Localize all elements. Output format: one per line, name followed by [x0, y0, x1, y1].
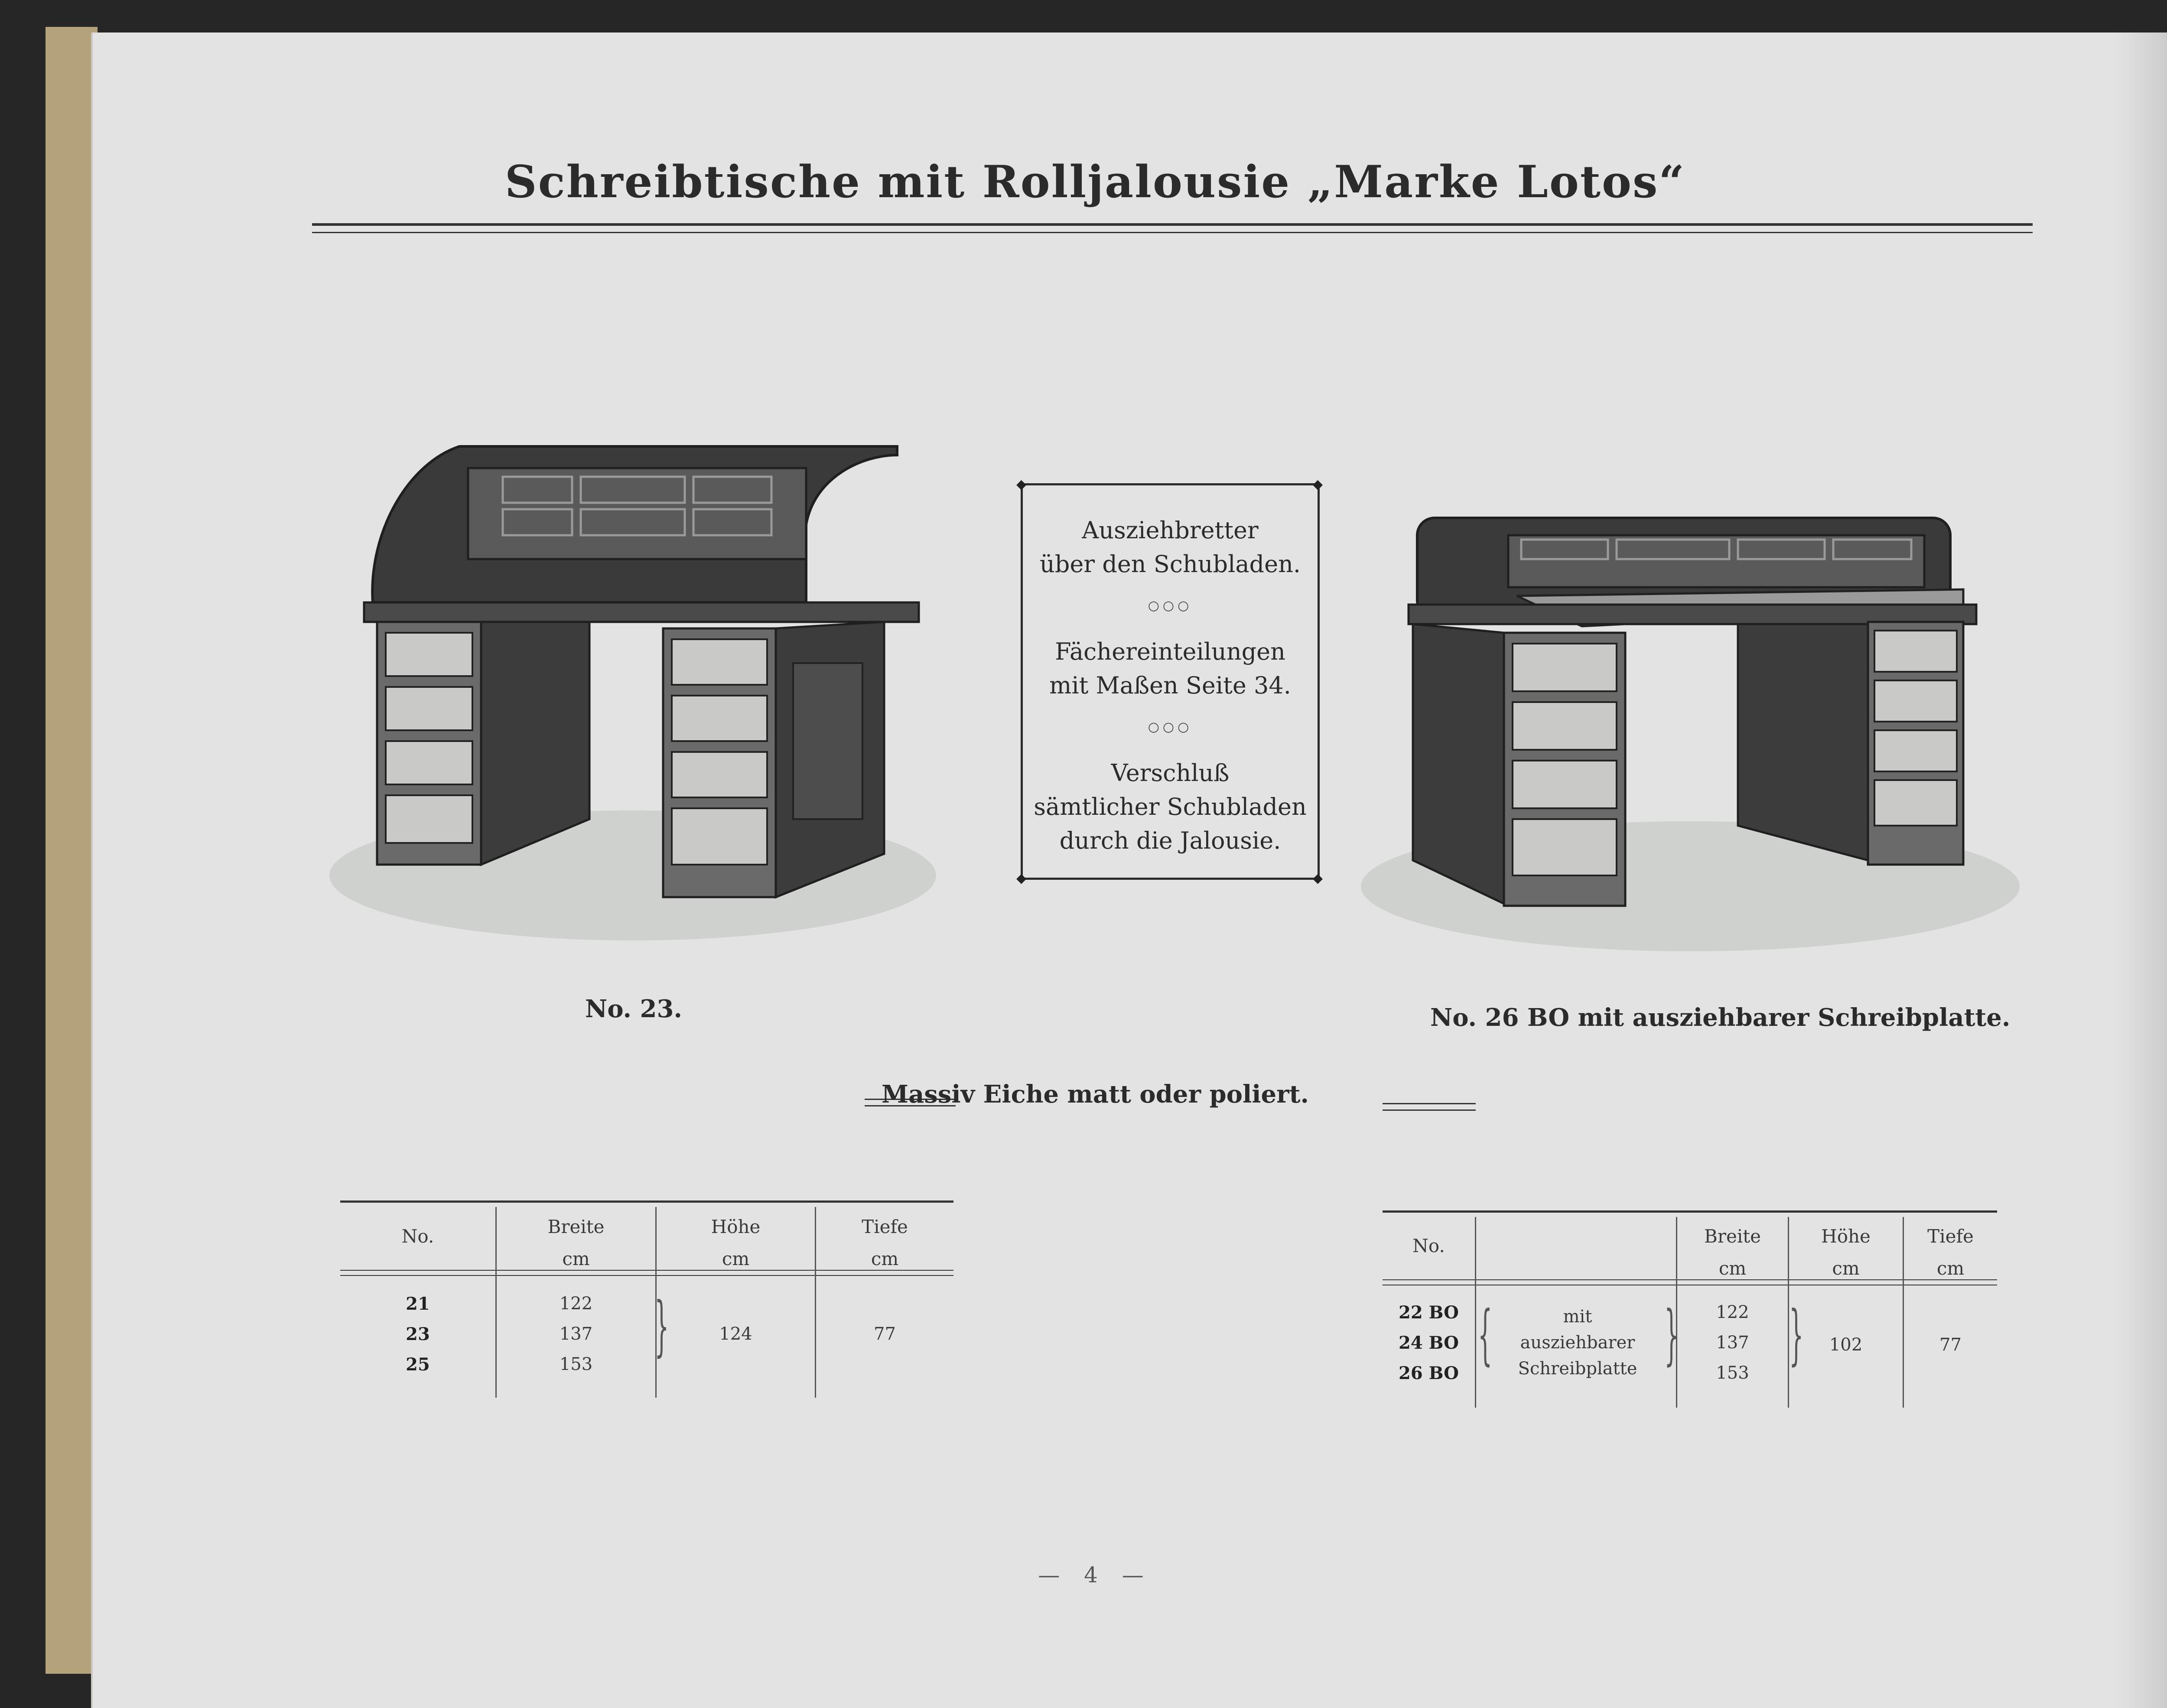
header-hoehe: Höhe — [711, 1216, 761, 1237]
header-hoehe: Höhe — [1821, 1226, 1871, 1247]
caption-no26bo: No. 26 BO mit ausziehbarer Schreibplatte. — [1430, 1003, 2011, 1032]
material-subtitle: Massiv Eiche matt oder poliert. — [882, 1080, 1309, 1109]
left-side-panel — [1413, 624, 1504, 904]
table-row-no: 26 BO — [1399, 1363, 1459, 1383]
header-tiefe: Tiefe — [862, 1216, 908, 1237]
info-line-3b: sämtlicher Schubladen — [1034, 793, 1307, 820]
header-breite-unit: cm — [1718, 1258, 1747, 1279]
table-row-breite: 122 — [559, 1294, 593, 1314]
subtitle-rule-right — [1383, 1109, 1476, 1111]
pigeonholes — [468, 468, 806, 559]
pigeonholes — [1508, 535, 1924, 587]
header-no: No. — [1412, 1235, 1445, 1256]
right-brace-icon: } — [1664, 1297, 1679, 1373]
right-brace-icon: } — [654, 1288, 669, 1364]
table-row-no: 21 — [406, 1294, 430, 1314]
feature-info-box — [1016, 479, 1324, 884]
table-top-rule — [1383, 1210, 1997, 1213]
feature-text: Schreibplatte — [1518, 1359, 1637, 1379]
info-separator: ○○○ — [1148, 719, 1193, 735]
header-breite: Breite — [1704, 1226, 1761, 1247]
table-col-divider — [1475, 1217, 1476, 1408]
table-row-no: 23 — [406, 1324, 430, 1344]
desk-illustration-no26bo — [1357, 505, 2024, 960]
info-line-1b: über den Schubladen. — [1039, 550, 1301, 578]
corner-ornament-icon: ◆ — [1016, 871, 1027, 886]
knee-panel — [1738, 624, 1868, 860]
desk-top — [364, 602, 919, 622]
page-title: Schreibtische mit Rolljalousie „Marke Lotos“ — [504, 156, 1686, 208]
desk-illustration-no23 — [321, 438, 949, 949]
info-line-2a: Fächereinteilungen — [1055, 638, 1285, 665]
info-line-3c: durch die Jalousie. — [1059, 827, 1281, 854]
table-hoehe-value: 124 — [719, 1324, 752, 1344]
header-no: No. — [401, 1226, 434, 1247]
caption-no23: No. 23. — [585, 995, 682, 1023]
header-hoehe-unit: cm — [722, 1248, 750, 1269]
table-hoehe-value: 102 — [1829, 1335, 1863, 1355]
corner-ornament-icon: ◆ — [1313, 477, 1323, 492]
right-side-inset — [793, 663, 862, 819]
table-row-no: 25 — [406, 1354, 430, 1375]
subtitle-rule-right — [1383, 1103, 1476, 1104]
page-number: — 4 — — [1038, 1562, 1152, 1588]
table-row-breite: 153 — [1716, 1363, 1749, 1383]
table-row-no: 24 BO — [1399, 1333, 1459, 1353]
table-tiefe-value: 77 — [1939, 1335, 1962, 1355]
header-tiefe-unit: cm — [1936, 1258, 1965, 1279]
header-tiefe: Tiefe — [1927, 1226, 1974, 1247]
info-line-2b: mit Maßen Seite 34. — [1049, 672, 1291, 699]
left-brace-icon: { — [1478, 1297, 1493, 1373]
feature-text: ausziehbarer — [1520, 1333, 1635, 1353]
corner-ornament-icon: ◆ — [1313, 871, 1323, 886]
info-separator: ○○○ — [1148, 598, 1193, 613]
header-tiefe-unit: cm — [871, 1248, 899, 1269]
header-breite-unit: cm — [562, 1248, 590, 1269]
right-brace-icon: } — [1789, 1297, 1804, 1373]
table-row-breite: 137 — [1716, 1333, 1749, 1353]
table-top-rule — [340, 1200, 953, 1203]
page-gutter-shadow — [2115, 33, 2167, 1708]
header-breite: Breite — [547, 1216, 605, 1237]
table-row-breite: 153 — [559, 1354, 593, 1374]
table-tiefe-value: 77 — [874, 1324, 896, 1344]
book-cover-edge — [46, 27, 98, 1674]
table-header-rule — [340, 1275, 953, 1276]
info-line-3a: Verschluß — [1111, 759, 1230, 787]
header-hoehe-unit: cm — [1832, 1258, 1860, 1279]
table-row-breite: 137 — [559, 1324, 593, 1344]
feature-text: mit — [1563, 1307, 1592, 1327]
table-header-rule — [340, 1270, 953, 1271]
title-rule-top — [312, 223, 2033, 226]
info-line-1a: Ausziehbretter — [1082, 517, 1259, 544]
title-rule-bottom — [312, 232, 2033, 233]
corner-ornament-icon: ◆ — [1016, 477, 1027, 492]
table-row-no: 22 BO — [1399, 1302, 1459, 1323]
table-row-breite: 122 — [1716, 1302, 1749, 1322]
